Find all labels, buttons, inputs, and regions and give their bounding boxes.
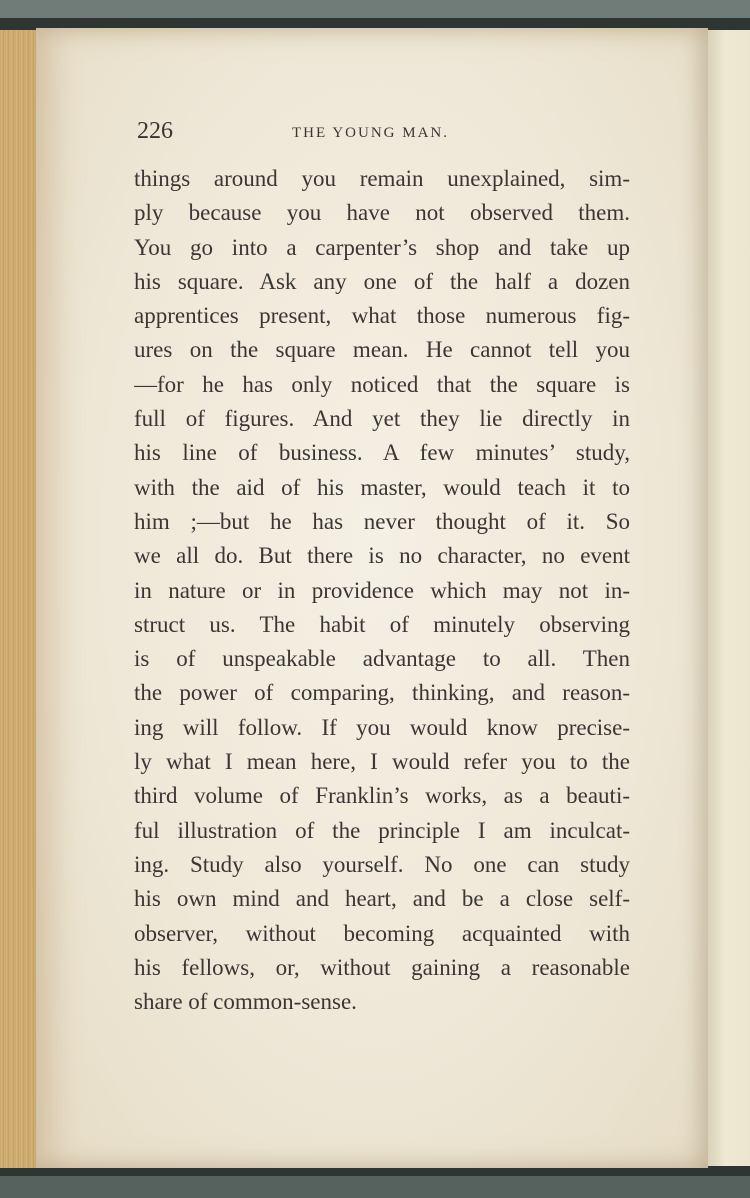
text-line: him ;—but he has never thought of it. So: [134, 508, 630, 534]
text-line: things around you remain unexplained, sim-: [134, 166, 630, 191]
page-number: 226: [137, 118, 173, 144]
text-line: apprentices present, what those numerous fig-: [134, 303, 630, 329]
text-line: in nature or in providence which may not in-: [134, 577, 630, 603]
page-header: [137, 118, 637, 148]
text-line: ures on the square mean. He cannot tell you: [134, 337, 630, 363]
text-line: we all do. But there is no character, no event: [134, 543, 630, 569]
text-line: third volume of Franklin’s works, as a beauti-: [134, 783, 630, 809]
text-line: observer, without becoming acquainted with: [134, 920, 630, 946]
text-line: ply because you have not observed them.: [134, 200, 630, 226]
running-head: THE YOUNG MAN.: [292, 125, 450, 141]
text-line: —for he has only noticed that the square is: [134, 371, 630, 397]
text-line: his line of business. A few minutes’ study,: [134, 440, 630, 466]
text-line: ing will follow. If you would know precise-: [134, 714, 630, 740]
text-line: ful illustration of the principle I am inculcat-: [134, 817, 630, 843]
facing-page-edge: [706, 30, 750, 1166]
body-text: [134, 162, 630, 1019]
text-line: struct us. The habit of minutely observing: [134, 611, 630, 637]
text-line: ly what I mean here, I would refer you to the: [134, 749, 630, 775]
text-line: his own mind and heart, and be a close self-: [134, 886, 630, 912]
text-line: share of common-sense.: [134, 989, 357, 1015]
text-line: full of figures. And yet they lie directly in: [134, 406, 630, 432]
text-line: is of unspeakable advantage to all. Then: [134, 646, 630, 672]
text-line: with the aid of his master, would teach it to: [134, 474, 630, 500]
text-line: ing. Study also yourself. No one can study: [134, 851, 630, 877]
text-line: You go into a carpenter’s shop and take up: [134, 234, 630, 260]
text-line: his fellows, or, without gaining a reasonable: [134, 954, 630, 980]
text-line: the power of comparing, thinking, and reason-: [134, 680, 630, 706]
text-line: his square. Ask any one of the half a dozen: [134, 268, 630, 294]
